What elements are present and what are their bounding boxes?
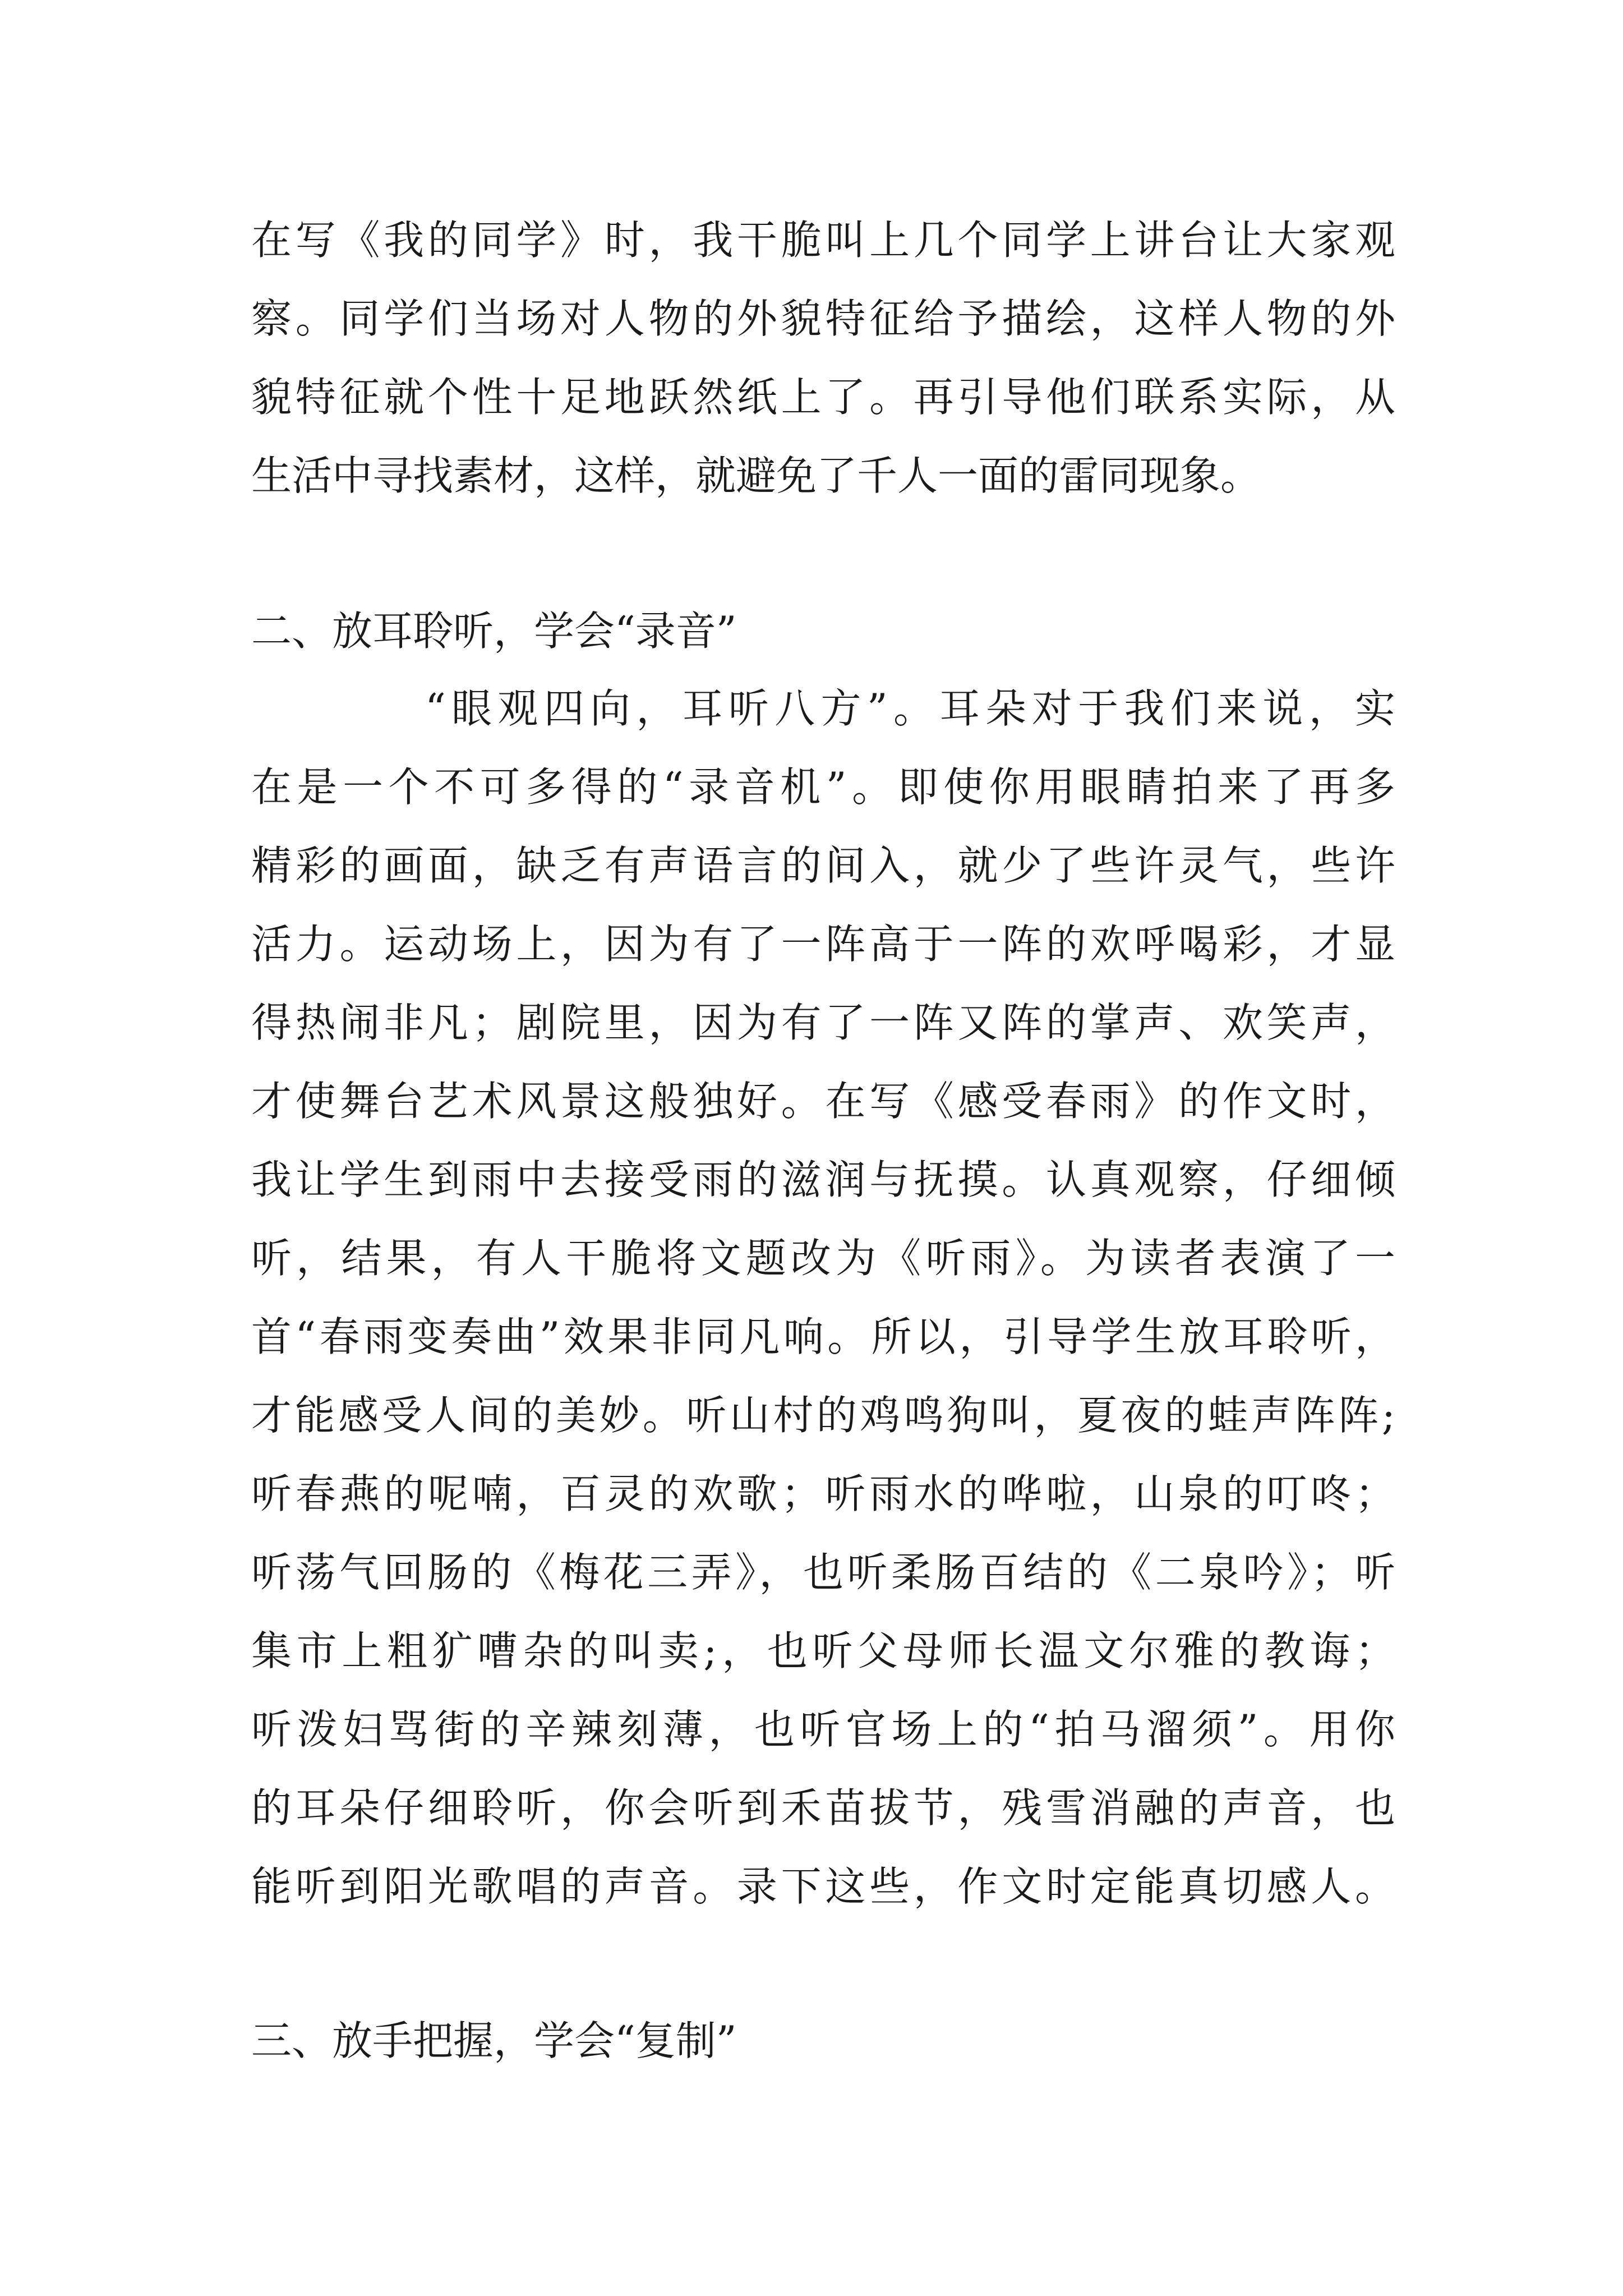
paragraph-2-line-12: 听荡气回肠的《梅花三弄》，也听柔肠百结的《二泉吟》；听: [251, 1549, 1395, 1596]
paragraph-2-line-15: 的耳朵仔细聆听，你会听到禾苗拔节，残雪消融的声音，也: [251, 1784, 1395, 1832]
paragraph-2-line-8: 听，结果，有人干脆将文题改为《听雨》。为读者表演了一: [251, 1235, 1395, 1282]
paragraph-1-line-2: 察。同学们当场对人物的外貌特征给予描绘，这样人物的外: [251, 295, 1395, 342]
paragraph-2-line-1: “眼观四向，耳听八方”。耳朵对于我们来说，实: [425, 685, 1395, 732]
paragraph-2-line-6: 才使舞台艺术风景这般独好。在写《感受春雨》的作文时，: [251, 1078, 1395, 1125]
paragraph-2-line-4: 活力。运动场上，因为有了一阵高于一阵的欢呼喝彩，才显: [251, 921, 1395, 968]
paragraph-2-line-3: 精彩的画面，缺乏有声语言的间入，就少了些许灵气，些许: [251, 842, 1395, 889]
paragraph-2-line-10: 才能感受人间的美妙。听山村的鸡鸣狗叫，夏夜的蛙声阵阵;: [251, 1392, 1395, 1439]
paragraph-2-line-14: 听泼妇骂街的辛辣刻薄，也听官场上的“拍马溜须”。用你: [251, 1706, 1395, 1753]
section-heading-3: 三、放手把握，学会“复制”: [251, 2017, 737, 2064]
paragraph-1-line-3: 貌特征就个性十足地跃然纸上了。再引导他们联系实际，从: [251, 374, 1395, 421]
paragraph-2-line-7: 我让学生到雨中去接受雨的滋润与抚摸。认真观察，仔细倾: [251, 1156, 1395, 1203]
paragraph-2-line-16: 能听到阳光歌唱的声音。录下这些，作文时定能真切感人。: [251, 1863, 1395, 1910]
section-heading-2: 二、放耳聆听，学会“录音”: [251, 608, 737, 655]
paragraph-1-line-1: 在写《我的同学》时，我干脆叫上几个同学上讲台让大家观: [251, 217, 1395, 264]
paragraph-2-line-9: 首“春雨变奏曲”效果非同凡响。所以，引导学生放耳聆听，: [251, 1313, 1395, 1360]
paragraph-2-line-13: 集市上粗犷嘈杂的叫卖;，也听父母师长温文尔雅的教诲；: [251, 1627, 1395, 1674]
paragraph-2-line-2: 在是一个不可多得的“录音机”。即使你用眼睛拍来了再多: [251, 763, 1395, 811]
paragraph-2-line-5: 得热闹非凡；剧院里，因为有了一阵又阵的掌声、欢笑声，: [251, 999, 1395, 1046]
paragraph-2-line-11: 听春燕的呢喃，百灵的欢歌；听雨水的哗啦，山泉的叮咚；: [251, 1470, 1395, 1517]
paragraph-1-line-4: 生活中寻找素材，这样，就避免了千人一面的雷同现象。: [251, 452, 1261, 499]
